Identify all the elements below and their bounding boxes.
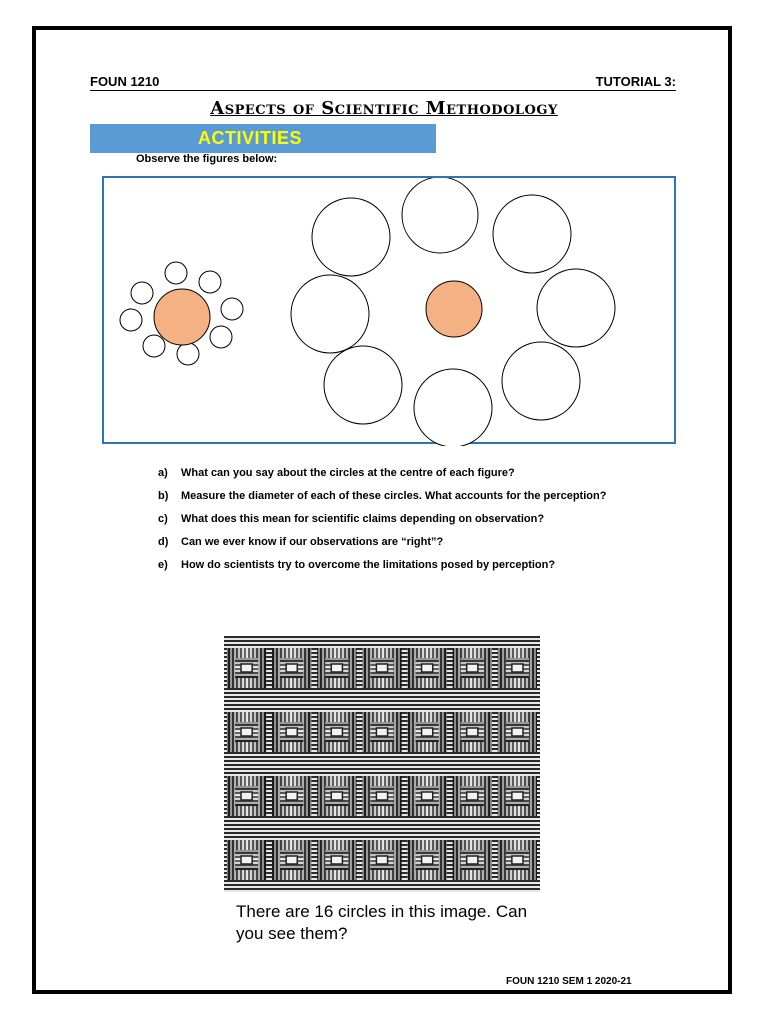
illusion-tile [453, 648, 492, 688]
illusion-tile [272, 840, 311, 880]
ebbinghaus-figure-box [102, 176, 676, 444]
large-surround-circle [502, 342, 580, 420]
activities-label: ACTIVITIES [198, 128, 303, 148]
left-centre-circle [154, 289, 210, 345]
course-code: FOUN 1210 [90, 74, 160, 89]
large-surround-circle [414, 369, 492, 446]
illusion-tile [498, 840, 537, 880]
small-surround-circle [221, 298, 243, 320]
illusion-tile [227, 776, 266, 816]
small-surround-circle [210, 326, 232, 348]
tutorial-label: TUTORIAL 3: [595, 74, 676, 89]
question-label: d) [158, 536, 169, 548]
question-text: How do scientists try to overcome the limitations posed by perception? [181, 559, 556, 571]
question-item [158, 513, 678, 526]
illusion-tile [453, 840, 492, 880]
illusion-tile [317, 712, 356, 752]
large-surround-circle [402, 178, 478, 253]
illusion-tile [317, 776, 356, 816]
hidden-circles-illusion [224, 636, 540, 892]
illusion-tile [227, 840, 266, 880]
ebbinghaus-figures [104, 178, 678, 446]
illusion-tile [498, 648, 537, 688]
small-surround-circle [143, 335, 165, 357]
small-surround-circle [120, 309, 142, 331]
illusion-tile [317, 648, 356, 688]
footer-course-semester: FOUN 1210 SEM 1 2020-21 [506, 976, 632, 987]
illusion-tile [227, 648, 266, 688]
illusion-tile [272, 648, 311, 688]
illusion-tile [498, 776, 537, 816]
observe-instruction: Observe the figures below: [136, 153, 278, 165]
illusion-tile [408, 840, 447, 880]
illusion-tile [362, 712, 401, 752]
question-item [158, 536, 678, 549]
large-surround-circle [312, 198, 390, 276]
question-item [158, 467, 678, 480]
question-label: e) [158, 559, 168, 571]
activities-banner [90, 124, 436, 153]
question-item [158, 490, 678, 503]
illusion-caption: There are 16 circles in this image. Can you see them? [236, 902, 528, 943]
illusion-tile [317, 840, 356, 880]
question-label: c) [158, 513, 168, 525]
question-text: What can you say about the circles at the centre of each figure? [181, 467, 515, 479]
large-surround-circle [493, 195, 571, 273]
illusion-tile [498, 712, 537, 752]
question-text: Can we ever know if our observations are “right”? [181, 536, 444, 548]
illusion-tile [362, 776, 401, 816]
illusion-tile [227, 712, 266, 752]
large-surround-circle [324, 346, 402, 424]
question-label: a) [158, 467, 168, 479]
right-centre-circle [426, 281, 482, 337]
question-item [158, 559, 678, 572]
question-text: Measure the diameter of each of these circles. What accounts for the perception? [181, 490, 607, 502]
header-rule [90, 90, 676, 91]
small-surround-circle [165, 262, 187, 284]
small-surround-circle [131, 282, 153, 304]
question-list [158, 467, 678, 582]
illusion-tile [453, 776, 492, 816]
small-surround-circle [199, 271, 221, 293]
question-label: b) [158, 490, 169, 502]
illusion-tile [408, 648, 447, 688]
question-text: What does this mean for scientific claims depending on observation? [181, 513, 545, 525]
illusion-tile [272, 712, 311, 752]
small-surround-circle [177, 343, 199, 365]
large-surround-circle [537, 269, 615, 347]
illusion-tile [408, 776, 447, 816]
illusion-tile [408, 712, 447, 752]
illusion-tile [362, 840, 401, 880]
illusion-tile [453, 712, 492, 752]
large-surround-circle [291, 275, 369, 353]
page-title: Aspects of Scientific Methodology [210, 98, 558, 119]
illusion-tile [362, 648, 401, 688]
illusion-tile [272, 776, 311, 816]
